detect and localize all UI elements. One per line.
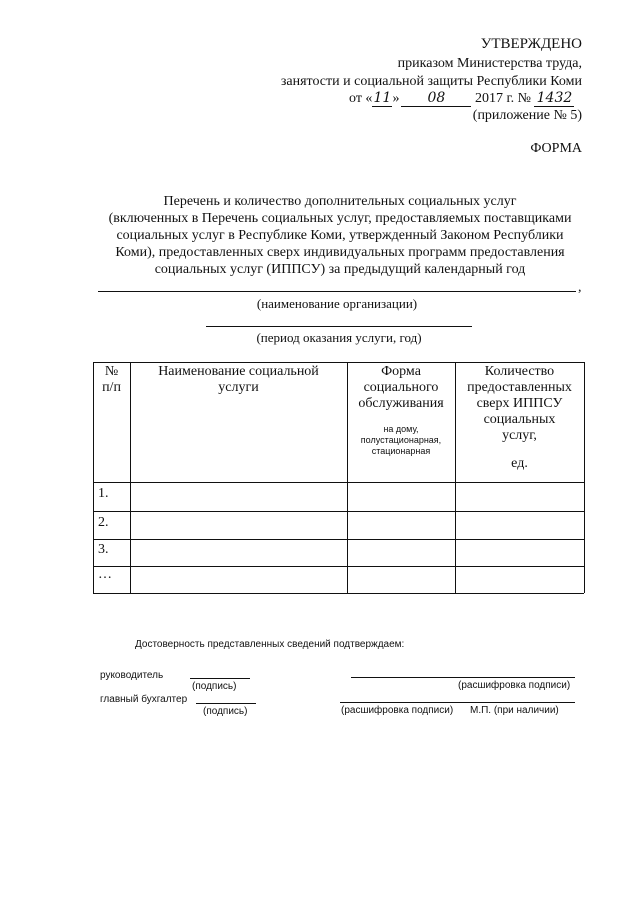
head-label: руководитель xyxy=(100,670,164,681)
table-row-divider xyxy=(93,566,584,567)
header-quantity xyxy=(455,364,584,444)
stamp-caption: М.П. (при наличии) xyxy=(470,705,559,716)
header-service-name-line: Наименование социальной xyxy=(158,364,319,379)
header-number-line: п/п xyxy=(102,380,121,395)
header-quantity-line: сверх ИППСУ xyxy=(476,396,563,411)
header-service-form-line: Форма xyxy=(381,364,421,379)
approval-line-1: приказом Министерства труда, xyxy=(397,56,582,71)
order-number: 1432 xyxy=(534,90,574,107)
row-number: 2. xyxy=(98,515,109,530)
table-border-left xyxy=(93,362,94,593)
document-title xyxy=(90,193,590,278)
organization-caption: (наименование организации) xyxy=(256,296,418,311)
accountant-decoding-caption: (расшифровка подписи) xyxy=(341,705,454,716)
title-line-2: (включенных в Перечень социальных услуг, предоставляемых поставщиками xyxy=(108,211,572,226)
table-border-top xyxy=(93,362,584,363)
header-service-name-line: услуги xyxy=(218,380,259,395)
confirmation-text: Достоверность представленных сведений подтверждаем: xyxy=(135,639,405,650)
accountant-label: главный бухгалтер xyxy=(100,694,188,705)
head-decoding-line xyxy=(351,677,575,678)
approval-line-2: занятости и социальной защиты Республики Коми xyxy=(280,74,582,89)
date-year: 2017 г. № xyxy=(474,91,531,106)
title-line-4: Коми), предоставленных сверх индивидуальных программ предоставления xyxy=(115,245,565,260)
table-header-divider xyxy=(93,482,584,483)
head-signature-line xyxy=(190,678,250,679)
organization-line xyxy=(98,291,576,292)
header-service-form-note xyxy=(347,424,455,457)
date-day: 11 xyxy=(373,90,392,106)
services-table xyxy=(93,362,584,593)
title-line-1: Перечень и количество дополнительных социальных услуг xyxy=(163,194,517,209)
approval-date-line xyxy=(349,90,574,107)
header-service-name xyxy=(130,364,347,396)
organization-comma: , xyxy=(578,280,582,295)
accountant-signature-line xyxy=(196,703,256,704)
table-border-bottom xyxy=(93,593,584,594)
header-quantity-line: услуг, xyxy=(502,428,537,443)
head-signature-caption: (подпись) xyxy=(192,681,237,692)
form-note-line: полустационарная, xyxy=(360,435,442,445)
title-line-5: социальных услуг (ИППСУ) за предыдущий календарный год xyxy=(154,262,526,277)
header-quantity-line: социальных xyxy=(483,412,556,427)
header-quantity-line: Количество xyxy=(484,364,555,379)
table-row-divider xyxy=(93,511,584,512)
row-number: 1. xyxy=(98,486,109,501)
date-mid: » xyxy=(392,91,400,106)
form-note-line: стационарная xyxy=(371,446,431,456)
header-service-form-line: социального xyxy=(363,380,439,395)
header-number-line: № xyxy=(104,364,119,379)
accountant-decoding-line xyxy=(340,702,575,703)
head-decoding-caption: (расшифровка подписи) xyxy=(458,680,571,691)
period-caption: (период оказания услуги, год) xyxy=(256,330,422,345)
form-label: ФОРМА xyxy=(530,141,582,156)
date-month: 08 xyxy=(401,90,471,107)
accountant-signature-caption: (подпись) xyxy=(203,706,248,717)
header-service-form xyxy=(347,364,455,412)
table-row-divider xyxy=(93,539,584,540)
period-line xyxy=(206,326,472,327)
header-quantity-unit: ед. xyxy=(511,456,528,471)
table-col-divider xyxy=(130,362,131,593)
header-number xyxy=(93,364,130,396)
header-service-form-line: обслуживания xyxy=(358,396,444,411)
title-line-3: социальных услуг в Республике Коми, утвержденный Законом Республики xyxy=(116,228,564,243)
approval-title: УТВЕРЖДЕНО xyxy=(480,36,582,52)
form-note-line: на дому, xyxy=(383,424,419,434)
appendix-label: (приложение № 5) xyxy=(472,108,582,123)
row-number: … xyxy=(98,567,112,582)
table-border-right xyxy=(584,362,585,593)
header-quantity-line: предоставленных xyxy=(467,380,572,395)
date-prefix: от « xyxy=(349,91,373,106)
row-number: 3. xyxy=(98,542,109,557)
